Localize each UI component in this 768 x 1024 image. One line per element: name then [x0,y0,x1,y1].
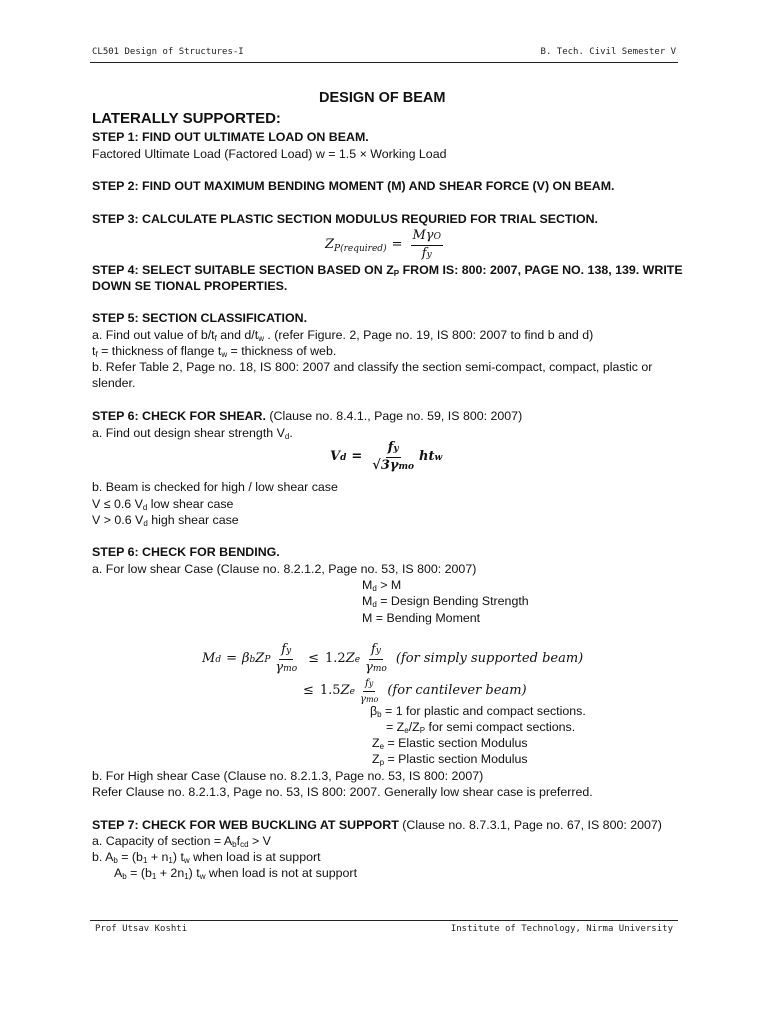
step5-t: $t_f$ = thickness of flange $t_w$ = thickness of web. [92,344,337,359]
step7-heading: STEP 7: CHECK FOR WEB BUCKLING AT SUPPORT (Clause no. 8.7.3.1, Page no. 67, IS 800: 2007) [92,818,662,832]
footer-author: Prof Utsav Koshti [95,924,188,934]
step5-b2: slender. [92,376,136,390]
high-shear-note: Refer Clause no. 8.2.1.3, Page no. 53, IS 800: 2007. Generally low shear case is preferred. [92,785,593,799]
step7-b1: b. $A_b = (b_1 + n_1)$ $t_w$ when load is at support [92,850,321,865]
step1-heading: STEP 1: FIND OUT ULTIMATE LOAD ON BEAM. [92,130,369,144]
step4-line1: STEP 4: SELECT SUITABLE SECTION BASED ON $Z_P$ FROM IS: 800: 2007, PAGE NO. 138, 139. WRITE [92,263,683,278]
step6-b: b. Beam is checked for high / low shear case [92,480,338,494]
beta-plastic: $\beta_b = 1$ for plastic and compact sections. [370,704,586,719]
simply-supported-label: (for simply supported beam) [395,651,584,667]
footer-institute: Institute of Technology, Nirma University [450,924,673,934]
header-program: B. Tech. Civil Semester V [540,47,676,57]
section-heading: LATERALLY SUPPORTED: [92,110,281,127]
zp-definition: $Z_p$ = Plastic section Modulus [372,752,528,767]
zp-required-equation: Z P(required) = $\frac{\text{MγO}}{fy}$ [325,228,441,261]
step1-text: Factored Ultimate Load (Factored Load) w = 1.5 × Working Load [92,147,447,161]
beta-semi-compact: = $Z_e/Z_P$ for semi compact sections. [386,720,576,735]
step5-heading: STEP 5: SECTION CLASSIFICATION. [92,311,308,325]
step6-bending-a: a. For low shear Case (Clause no. 8.2.1.2, Page no. 53, IS 800: 2007) [92,562,477,576]
high-shear-heading: b. For High shear Case (Clause no. 8.2.1.3, Page no. 53, IS 800: 2007) [92,769,484,783]
md-definition: $M_d$ = Design Bending Strength [362,594,529,609]
step3-heading: STEP 3: CALCULATE PLASTIC SECTION MODULUS REQURIED FOR TRIAL SECTION. [92,212,598,226]
step7-b2: $A_b = (b_1 + 2n_1)$ $t_w$ when load is not at support [114,866,358,881]
high-shear-case: V > 0.6 $V_d$ high shear case [92,513,239,528]
step5-b1: b. Refer Table 2, Page no. 18, IS 800: 2007 and classify the section semi-compact, compact, plastic or [92,360,653,374]
doc-title: DESIGN OF BEAM [319,90,446,106]
cantilever-label: (for cantilever beam) [387,683,527,699]
step6-shear: STEP 6: CHECK FOR SHEAR. (Clause no. 8.4.1., Page no. 59, IS 800: 2007) [92,409,523,423]
step2-heading: STEP 2: FIND OUT MAXIMUM BENDING MOMENT (M) AND SHEAR FORCE (V) ON BEAM. [92,179,615,193]
step7-a: a. Capacity of section = $A_bf_{cd} > V$ [92,834,271,849]
step4-line2: DOWN SE TIONAL PROPERTIES. [92,279,288,293]
step6-a: a. Find out design shear strength $V_d$. [92,426,293,441]
bending-strength-equation: Md = βbZP $\frac{fy}{\text{γmo}}$ ≤ 1.2Ze $\frac{fy}{\text{γmo}}$ (for simply supported beam) [202,642,584,675]
step6-bending-heading: STEP 6: CHECK FOR BENDING. [92,545,280,559]
shear-strength-equation: Vd = $\frac{fy}{\text{√3γmo}}$ htw [330,440,443,473]
cantilever-equation: ≤ 1.5Ze $\frac{fy}{\text{γmo}}$ (for cantilever beam) [303,678,527,705]
ze-definition: $Z_e$ = Elastic section Modulus [372,736,528,751]
header-course: CL501 Design of Structures-I [92,47,244,57]
md-gt-m: $M_d > M$ [362,578,402,593]
footer-rule [90,920,678,921]
m-definition: M = Bending Moment [362,611,481,625]
low-shear-case: V ≤ 0.6 $V_d$ low shear case [92,497,234,512]
step5-a: a. Find out value of $b/t_f$ and $d/t_w$ . (refer Figure. 2, Page no. 19, IS 800: 2007 to find b and d) [92,328,594,343]
header-rule [90,62,678,63]
